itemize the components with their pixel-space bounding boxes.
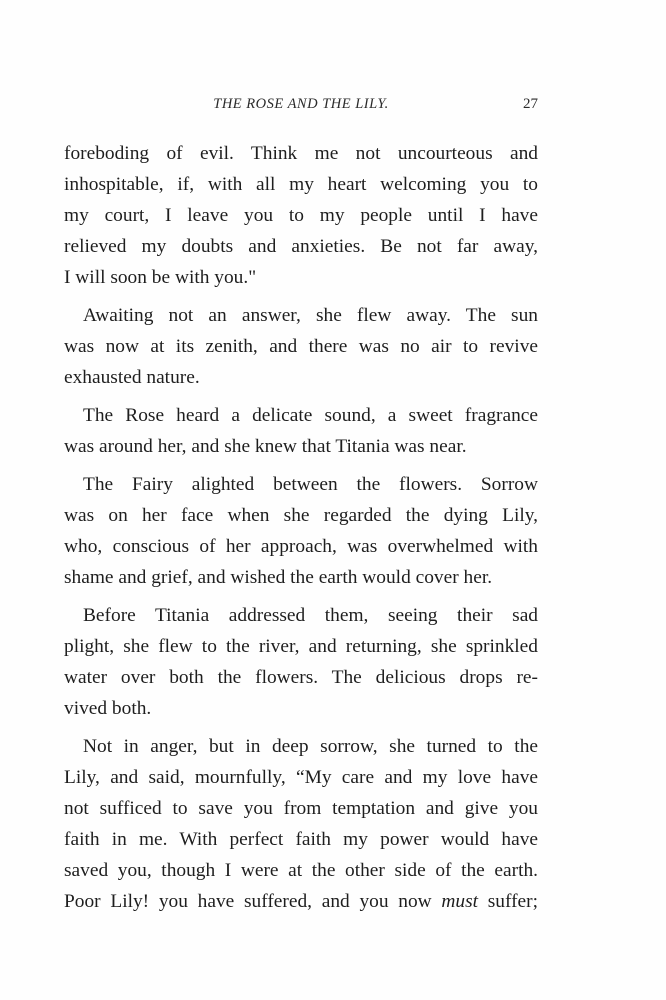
text-line: vived both. (64, 698, 152, 719)
text-line: faith in me. With perfect faith my power would have (64, 829, 538, 850)
body-text (64, 138, 538, 924)
text-line: Not in anger, but in deep sorrow, she turned to the (83, 736, 538, 757)
text-line: was on her face when she regarded the dying Lily, (64, 505, 538, 526)
text-line: foreboding of evil. Think me not uncourteous and (64, 143, 538, 164)
text-line-final (64, 886, 538, 917)
text-line: not sufficed to save you from temptation and give you (64, 798, 538, 819)
running-head (64, 96, 538, 120)
text-line: saved you, though I were at the other side of the earth. (64, 860, 538, 881)
emphasized-word: must (441, 891, 479, 912)
text-line: was now at its zenith, and there was no air to revive (64, 336, 538, 357)
page-number: 27 (523, 96, 538, 112)
text-line: The Fairy alighted between the flowers. Sorrow (83, 474, 538, 495)
text-line: Awaiting not an answer, she flew away. The sun (83, 305, 538, 326)
running-title: THE ROSE AND THE LILY. (213, 96, 389, 112)
text-line: The Rose heard a delicate sound, a sweet fragrance (83, 405, 538, 426)
text-line: I will soon be with you." (64, 267, 257, 288)
text-line: who, conscious of her approach, was overwhelmed with (64, 536, 538, 557)
text-line: inhospitable, if, with all my heart welcoming you to (64, 174, 538, 195)
paragraph-5 (64, 600, 538, 724)
text-line: relieved my doubts and anxieties. Be not far away, (64, 236, 538, 257)
text-segment: Poor Lily! you have suffered, and you now (64, 891, 442, 912)
paragraph-4 (64, 469, 538, 593)
text-line: Before Titania addressed them, seeing their sad (83, 605, 538, 626)
text-line: was around her, and she knew that Titania was near. (64, 436, 467, 457)
paragraph-2 (64, 300, 538, 393)
paragraph-1 (64, 138, 538, 293)
paragraph-6 (64, 731, 538, 917)
text-line: my court, I leave you to my people until I have (64, 205, 538, 226)
text-segment: suffer; (478, 891, 538, 912)
text-line: plight, she flew to the river, and returning, she sprinkled (64, 636, 538, 657)
text-line: shame and grief, and wished the earth would cover her. (64, 567, 493, 588)
paragraph-3 (64, 400, 538, 462)
text-line: exhausted nature. (64, 367, 200, 388)
text-line: Lily, and said, mournfully, “My care and my love have (64, 767, 538, 788)
text-line: water over both the flowers. The delicious drops re- (64, 667, 538, 688)
